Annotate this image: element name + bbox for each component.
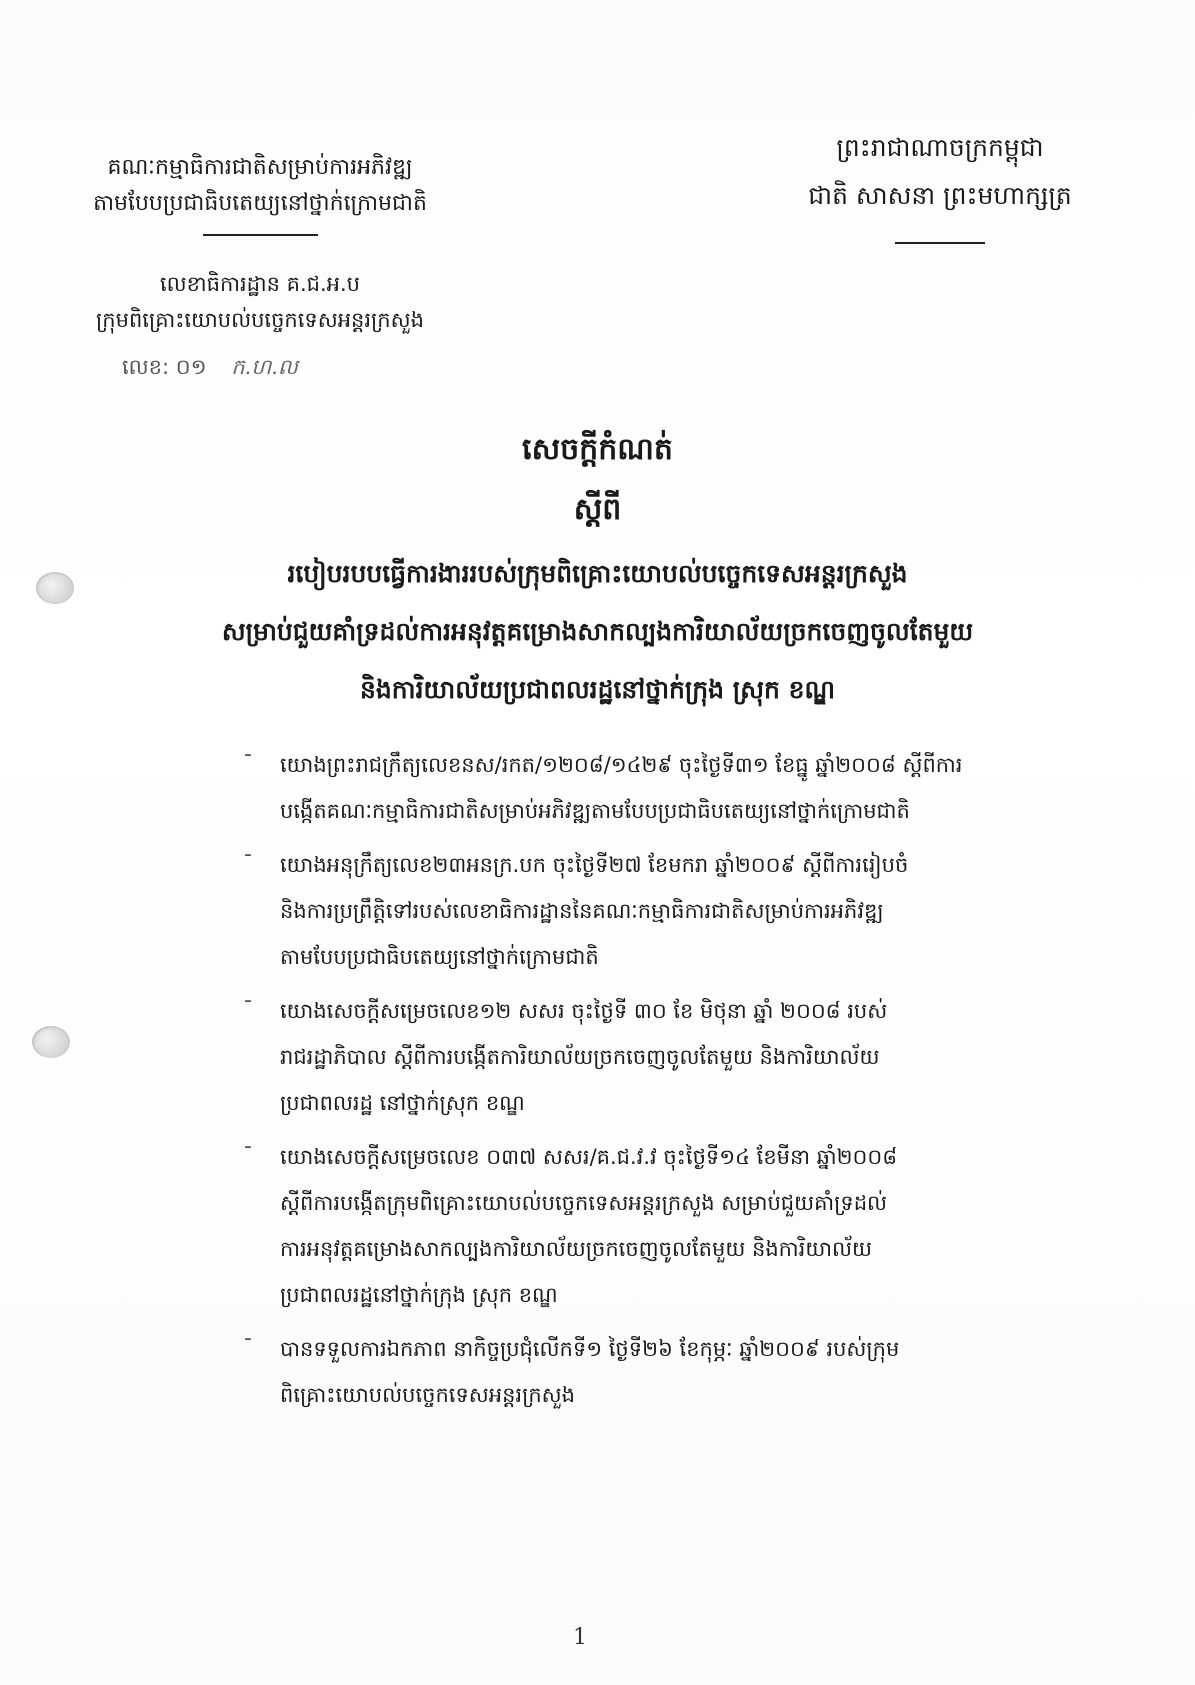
preamble-item (244, 742, 1104, 834)
issuing-authority-header (60, 150, 460, 246)
preamble-line: ពិគ្រោះយោបល់បច្ចេកទេសអន្តរក្រសួង (280, 1383, 576, 1407)
subject-line: និងការិយាល័យប្រជាពលរដ្ឋនៅថ្នាក់ក្រុង ស្រុក ខណ្ឌ (360, 675, 835, 704)
punch-hole (32, 1026, 70, 1058)
reference-number (122, 354, 298, 385)
working-group-name: ក្រុមពិគ្រោះយោបល់បច្ចេកទេសអន្តរក្រសួង (96, 308, 424, 332)
preamble-line: រាជរដ្ឋាភិបាល ស្តីពីការបង្កើតការិយាល័យច្រកចេញចូលតែមួយ និងការិយាល័យ (280, 1045, 880, 1069)
bullet-dash: - (244, 988, 252, 1013)
preamble-item (244, 842, 1104, 980)
punch-hole (36, 572, 74, 604)
reference-number-handwritten: ក.ហ.ល (231, 355, 298, 379)
preamble-list (244, 742, 1104, 1426)
bullet-dash: - (244, 742, 252, 767)
secretariat-block (60, 266, 460, 338)
bullet-dash: - (244, 1326, 252, 1351)
preamble-line: ការអនុវត្តគម្រោងសាកល្បងការិយាល័យច្រកចេញចូលតែមួយ និងការិយាល័យ (280, 1237, 872, 1261)
preamble-line: យោងសេចក្តីសម្រេចលេខ ០៣៧ សសរ/គ.ជ.វ.វ ចុះថ្ងៃទី១៤ ខែមីនា ឆ្នាំ២០០៨ (280, 1145, 898, 1169)
preamble-line: និងការប្រព្រឹត្តិទៅរបស់លេខាធិការដ្ឋាននៃគណៈកម្មាធិការជាតិសម្រាប់ការអភិវឌ្ឍ (280, 899, 884, 923)
preamble-line: ប្រជាពលរដ្ឋ នៅថ្នាក់ស្រុក ខណ្ឌ (280, 1091, 525, 1115)
bullet-dash: - (244, 842, 252, 867)
document-regarding: ស្តីពី (573, 492, 622, 527)
subject-line: របៀបរបបធ្វើការងាររបស់ក្រុមពិគ្រោះយោបល់បច្ចេកទេសអន្តរក្រសួង (287, 559, 908, 588)
preamble-line: ស្តីពីការបង្កើតក្រុមពិគ្រោះយោបល់បច្ចេកទេសអន្តរក្រសួង សម្រាប់ជួយគាំទ្រដល់ (280, 1191, 888, 1215)
kingdom-motto-header (760, 124, 1120, 244)
authority-name-line-1: គណៈកម្មាធិការជាតិសម្រាប់ការអភិវឌ្ឍ (107, 155, 413, 180)
national-motto: ជាតិ សាសនា ព្រះមហាក្សត្រ (808, 181, 1072, 210)
preamble-item (244, 988, 1104, 1126)
header-divider (203, 234, 318, 236)
reference-number-label: លេខ: ០១ (122, 355, 207, 379)
secretariat-name: លេខាធិការដ្ឋាន គ.ជ.អ.ប (160, 272, 360, 296)
preamble-line: បង្កើតគណៈកម្មាធិការជាតិសម្រាប់អភិវឌ្ឍតាមបែបប្រជាធិបតេយ្យនៅថ្នាក់ក្រោមជាតិ (280, 799, 910, 823)
subject-line: សម្រាប់ជួយគាំទ្រដល់ការអនុវត្តគម្រោងសាកល្បងការិយាល័យច្រកចេញចូលតែមួយ (221, 617, 974, 646)
preamble-item (244, 1134, 1104, 1318)
bullet-dash: - (244, 1134, 252, 1159)
authority-name-line-2: តាមបែបប្រជាធិបតេយ្យនៅថ្នាក់ក្រោមជាតិ (93, 191, 427, 216)
document-title: សេចក្តីកំណត់ (522, 432, 673, 467)
preamble-line: យោងព្រះរាជក្រឹត្យលេខនស/រកត/១២០៨/១៤២៩ ចុះថ្ងៃទី៣១ ខែធ្នូ ឆ្នាំ២០០៨ ស្តីពីការ (280, 753, 963, 777)
kingdom-name: ព្រះរាជាណាចក្រកម្ពុជា (836, 133, 1044, 162)
motto-divider (895, 242, 985, 244)
preamble-item (244, 1326, 1104, 1418)
preamble-line: ប្រជាពលរដ្ឋនៅថ្នាក់ក្រុង ស្រុក ខណ្ឌ (280, 1283, 558, 1307)
preamble-line: តាមបែបប្រជាធិបតេយ្យនៅថ្នាក់ក្រោមជាតិ (280, 945, 599, 969)
preamble-line: យោងសេចក្តីសម្រេចលេខ១២ សសរ ចុះថ្ងៃទី ៣០ ខែ មិថុនា ឆ្នាំ ២០០៨ របស់ (280, 999, 888, 1023)
page-number: 1 (573, 1625, 587, 1650)
document-subject (100, 545, 1095, 719)
preamble-line: យោងអនុក្រឹត្យលេខ២៣អនក្រ.បក ចុះថ្ងៃទី២៧ ខែមករា ឆ្នាំ២០០៩ ស្តីពីការរៀបចំ (280, 853, 909, 877)
preamble-line: បានទទួលការឯកភាព នាកិច្ចប្រជុំលើកទី១ ថ្ងៃទី២៦ ខែកុម្ភៈ ឆ្នាំ២០០៩ របស់ក្រុម (280, 1337, 900, 1361)
